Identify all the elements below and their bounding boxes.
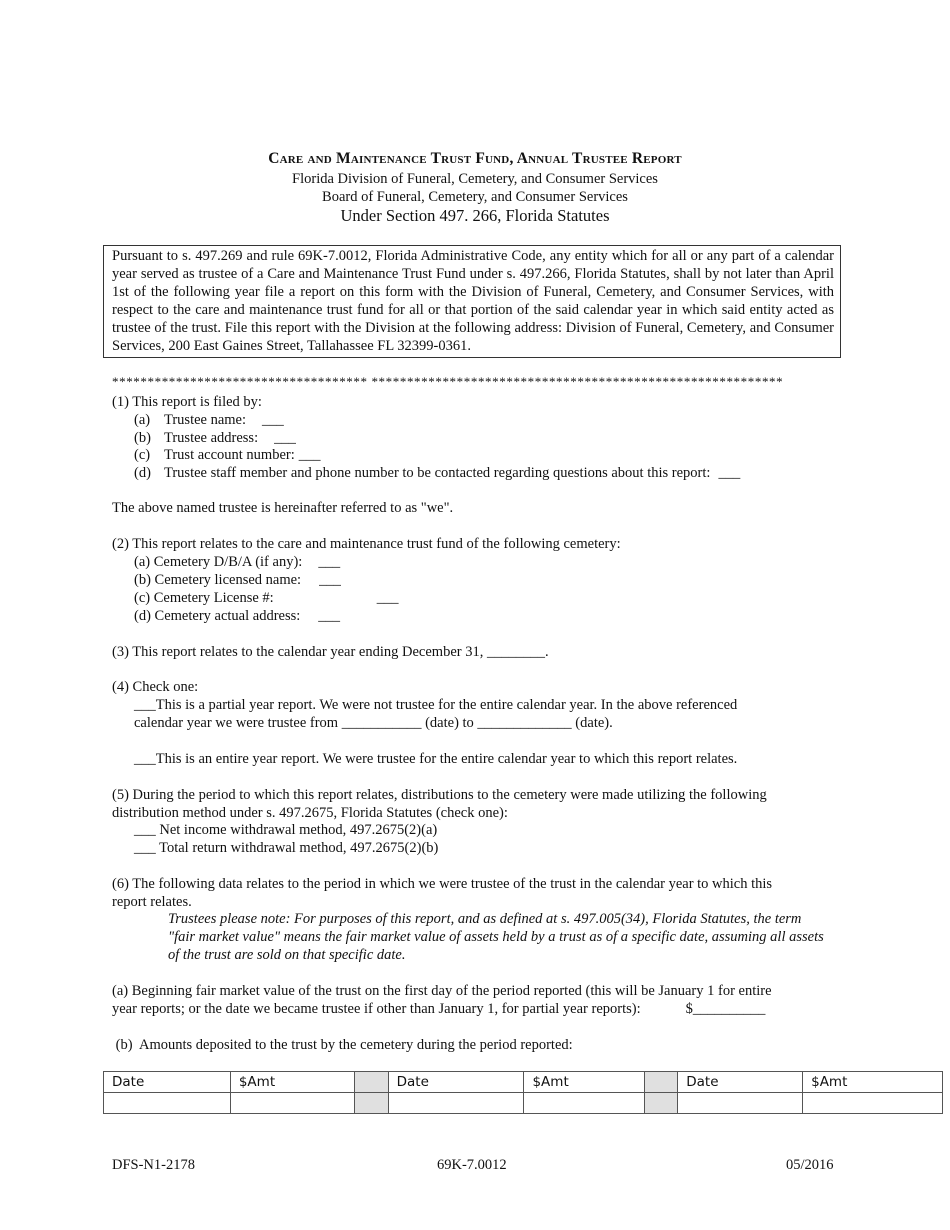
board-name: Board of Funeral, Cemetery, and Consumer Services bbox=[322, 189, 628, 205]
deposit-amount-cell[interactable] bbox=[524, 1093, 645, 1114]
fair-market-value-note: Trustees please note: For purposes of this report, and as defined at s. 497.005(34), Florida Statutes, the term "fair market value" means the fair market value of assets held by a trust as of a specific date, assuming all assets of the trust are sold on that specific date. bbox=[168, 911, 824, 963]
item-label: (d) bbox=[134, 465, 151, 481]
deposit-date-cell[interactable] bbox=[388, 1093, 524, 1114]
section6a-line2-text: year reports; or the date we became trustee if other than January 1, for partial year reports): bbox=[112, 1001, 641, 1017]
column-spacer bbox=[354, 1093, 388, 1114]
partial-year-option[interactable]: ___This is a partial year report. We were not trustee for the entire calendar year. In the above referenced bbox=[134, 697, 738, 713]
calendar-year-line[interactable]: (3) This report relates to the calendar year ending December 31, ________. bbox=[112, 644, 549, 660]
trust-account-field[interactable]: ___ bbox=[298, 447, 321, 463]
column-spacer bbox=[645, 1072, 678, 1093]
trustee-we-note: The above named trustee is hereinafter referred to as "we". bbox=[112, 500, 454, 516]
total-return-method-option[interactable]: ___ Total return withdrawal method, 497.2675(2)(b) bbox=[134, 840, 439, 856]
cemetery-licensed-name-field[interactable]: ___ bbox=[319, 572, 341, 588]
cemetery-address-label: (d) Cemetery actual address: bbox=[134, 608, 301, 624]
cemetery-licensed-name-row bbox=[134, 571, 341, 589]
cemetery-dba-label: (a) Cemetery D/B/A (if any): bbox=[134, 554, 303, 570]
trustee-name-field[interactable]: ___ bbox=[262, 412, 284, 428]
staff-contact-field[interactable]: ___ bbox=[718, 465, 741, 481]
staff-contact-row bbox=[134, 464, 740, 482]
trust-account-label: Trust account number: bbox=[164, 447, 295, 463]
separator-line: ************************************ ********************************************************** bbox=[112, 374, 784, 389]
trust-account-row bbox=[134, 446, 321, 464]
column-header-date: Date bbox=[678, 1072, 803, 1093]
deposits-table bbox=[103, 1071, 943, 1114]
column-header-date: Date bbox=[104, 1072, 231, 1093]
cemetery-licensed-name-label: (b) Cemetery licensed name: bbox=[134, 572, 302, 588]
cemetery-license-label: (c) Cemetery License #: bbox=[134, 590, 274, 606]
trustee-name-label: Trustee name: bbox=[164, 412, 247, 428]
deposit-date-cell[interactable] bbox=[678, 1093, 803, 1114]
column-header-amount: $Amt bbox=[803, 1072, 943, 1093]
column-header-amount: $Amt bbox=[524, 1072, 645, 1093]
agency-name: Florida Division of Funeral, Cemetery, and Consumer Services bbox=[292, 171, 658, 187]
form-number: DFS-N1-2178 bbox=[112, 1157, 195, 1173]
table-row bbox=[104, 1093, 943, 1114]
cemetery-dba-row bbox=[134, 553, 340, 571]
beginning-fmv-field[interactable]: $__________ bbox=[685, 1001, 766, 1017]
statute-reference: Under Section 497. 266, Florida Statutes bbox=[340, 206, 610, 225]
intro-instructions: Pursuant to s. 497.269 and rule 69K-7.0012, Florida Administrative Code, any entity which for all or any part of a calendar year served as trustee of a Care and Maintenance Trust Fund under s. 497.266, Florida Statutes, shall by not later than April 1st of the following year file a report on this form with the Division of Funeral, Cemetery, and Consumer Services, with respect to the care and maintenance trust fund for all or that portion of the said calendar year in which said entity acted as trustee of the trust. File this report with the Division at the following address: Division of Funeral, Cemetery, and Consumer Services, 200 East Gaines Street, Tallahassee FL 32399-0361. bbox=[103, 245, 841, 358]
partial-year-dates[interactable]: calendar year we were trustee from ___________ (date) to _____________ (date). bbox=[134, 715, 613, 731]
column-header-amount: $Amt bbox=[230, 1072, 354, 1093]
form-title: Care and Maintenance Trust Fund, Annual Trustee Report bbox=[268, 150, 682, 167]
cemetery-address-field[interactable]: ___ bbox=[318, 608, 341, 624]
column-spacer bbox=[645, 1093, 678, 1114]
deposit-date-cell[interactable] bbox=[104, 1093, 231, 1114]
section5-line1: (5) During the period to which this report relates, distributions to the cemetery were made utilizing the following bbox=[112, 787, 767, 803]
cemetery-license-field[interactable]: ___ bbox=[376, 590, 399, 606]
section2-heading: (2) This report relates to the care and maintenance trust fund of the following cemetery: bbox=[112, 536, 621, 552]
deposit-amount-cell[interactable] bbox=[230, 1093, 354, 1114]
table-header-row bbox=[104, 1072, 943, 1093]
section6a-line1: (a) Beginning fair market value of the trust on the first day of the period reported (this will be January 1 for entire bbox=[112, 983, 772, 999]
staff-contact-label: Trustee staff member and phone number to be contacted regarding questions about this report: bbox=[164, 465, 711, 481]
revision-date: 05/2016 bbox=[786, 1157, 834, 1173]
rule-number: 69K-7.0012 bbox=[437, 1157, 507, 1173]
column-header-date: Date bbox=[388, 1072, 524, 1093]
section6a-line2 bbox=[112, 1000, 765, 1018]
section1-heading: (1) This report is filed by: bbox=[112, 394, 262, 410]
item-label: (b) bbox=[134, 430, 151, 446]
cemetery-license-row bbox=[134, 589, 398, 607]
item-label: (a) bbox=[134, 412, 151, 428]
column-spacer bbox=[354, 1072, 388, 1093]
item-label: (c) bbox=[134, 447, 151, 463]
cemetery-dba-field[interactable]: ___ bbox=[318, 554, 341, 570]
trustee-name-row bbox=[134, 411, 284, 429]
section6-line1: (6) The following data relates to the period in which we were trustee of the trust in the calendar year to which this bbox=[112, 876, 773, 892]
section6-line2: report relates. bbox=[112, 894, 192, 910]
deposit-amount-cell[interactable] bbox=[803, 1093, 943, 1114]
section5-line2: distribution method under s. 497.2675, Florida Statutes (check one): bbox=[112, 805, 508, 821]
entire-year-option[interactable]: ___This is an entire year report. We were trustee for the entire calendar year to which this report relates. bbox=[134, 751, 738, 767]
trustee-address-row bbox=[134, 429, 296, 447]
trustee-address-field[interactable]: ___ bbox=[274, 430, 296, 446]
section6b-line: (b) Amounts deposited to the trust by the cemetery during the period reported: bbox=[112, 1037, 573, 1053]
net-income-method-option[interactable]: ___ Net income withdrawal method, 497.2675(2)(a) bbox=[134, 822, 438, 838]
section4-heading: (4) Check one: bbox=[112, 679, 199, 695]
trustee-address-label: Trustee address: bbox=[164, 430, 259, 446]
cemetery-address-row bbox=[134, 607, 340, 625]
